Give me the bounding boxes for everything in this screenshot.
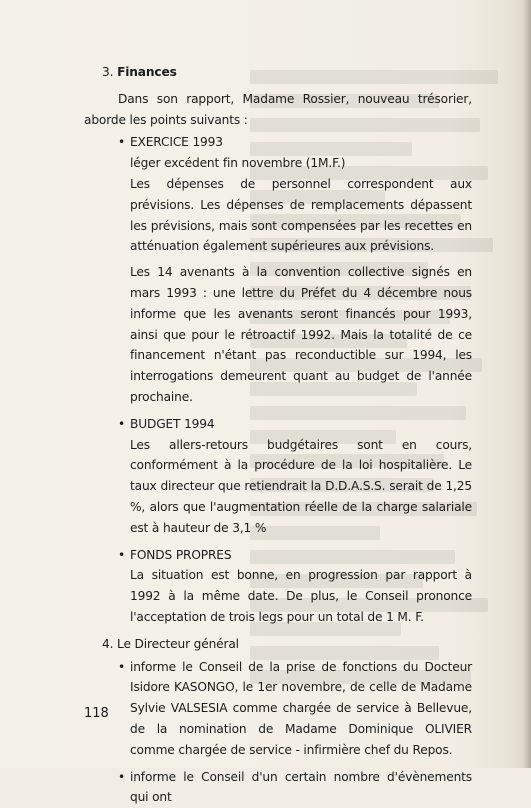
directeur-heading: 4. Le Directeur général — [84, 634, 472, 655]
budget-paragraph: Les allers-retours budgétaires sont en cours, conformément à la procédure de la loi hospitalière. Le taux directeur que retiendrait la D.D.A.S.S. serait de 1,25 %, alors que l'augmentation réelle de la charge salariale est à hauteur de 3,1 % — [84, 435, 472, 539]
directeur-bullet-1: • informe le Conseil de la prise de fonctions du Docteur Isidore KASONGO, le 1er novembre, de celle de Madame Sylvie VALSESIA comme chargée de service à Bellevue, de la nomination de Madame Dominique OLIVIER comme chargée de service - infirmière chef du Repos. — [84, 657, 472, 761]
budget-heading: • BUDGET 1994 — [84, 414, 472, 435]
directeur-bullet-2: • informe le Conseil d'un certain nombre d'évènements qui ont — [84, 767, 472, 808]
section-heading — [84, 62, 472, 83]
document-body — [84, 62, 472, 808]
book-spine-shadow — [523, 0, 531, 768]
intro-paragraph: Dans son rapport, Madame Rossier, nouveau trésorier, aborde les points suivants : — [84, 89, 472, 131]
exercice-paragraph-2: Les dépenses de personnel correspondent aux prévisions. Les dépenses de remplacements dépassent les prévisions, mais sont compensées par les recettes en atténuation également supérieures aux prévisions. — [84, 174, 472, 257]
exercice-heading: • EXERCICE 1993 — [84, 132, 472, 153]
fonds-paragraph: La situation est bonne, en progression par rapport à 1992 à la même date. De plus, le Conseil prononce l'acceptation de trois legs pour un total de 1 M. F. — [84, 565, 472, 627]
exercice-paragraph-3: Les 14 avenants à la convention collective signés en mars 1993 : une lettre du Préfet du 4 décembre nous informe que les avenants seront financés pour 1993, ainsi que pour le rétroactif 1992. Mais la totalité de ce financement n'étant pas reconductible sur 1994, les interrogations demeurent quant au budget de l'année prochaine. — [84, 262, 472, 408]
section-title: Finances — [117, 65, 177, 79]
section-number: 3. — [102, 65, 113, 79]
fonds-heading: • FONDS PROPRES — [84, 545, 472, 566]
page-number: 118 — [84, 706, 109, 721]
exercice-line-1: léger excédent fin novembre (1M.F.) — [84, 153, 472, 174]
